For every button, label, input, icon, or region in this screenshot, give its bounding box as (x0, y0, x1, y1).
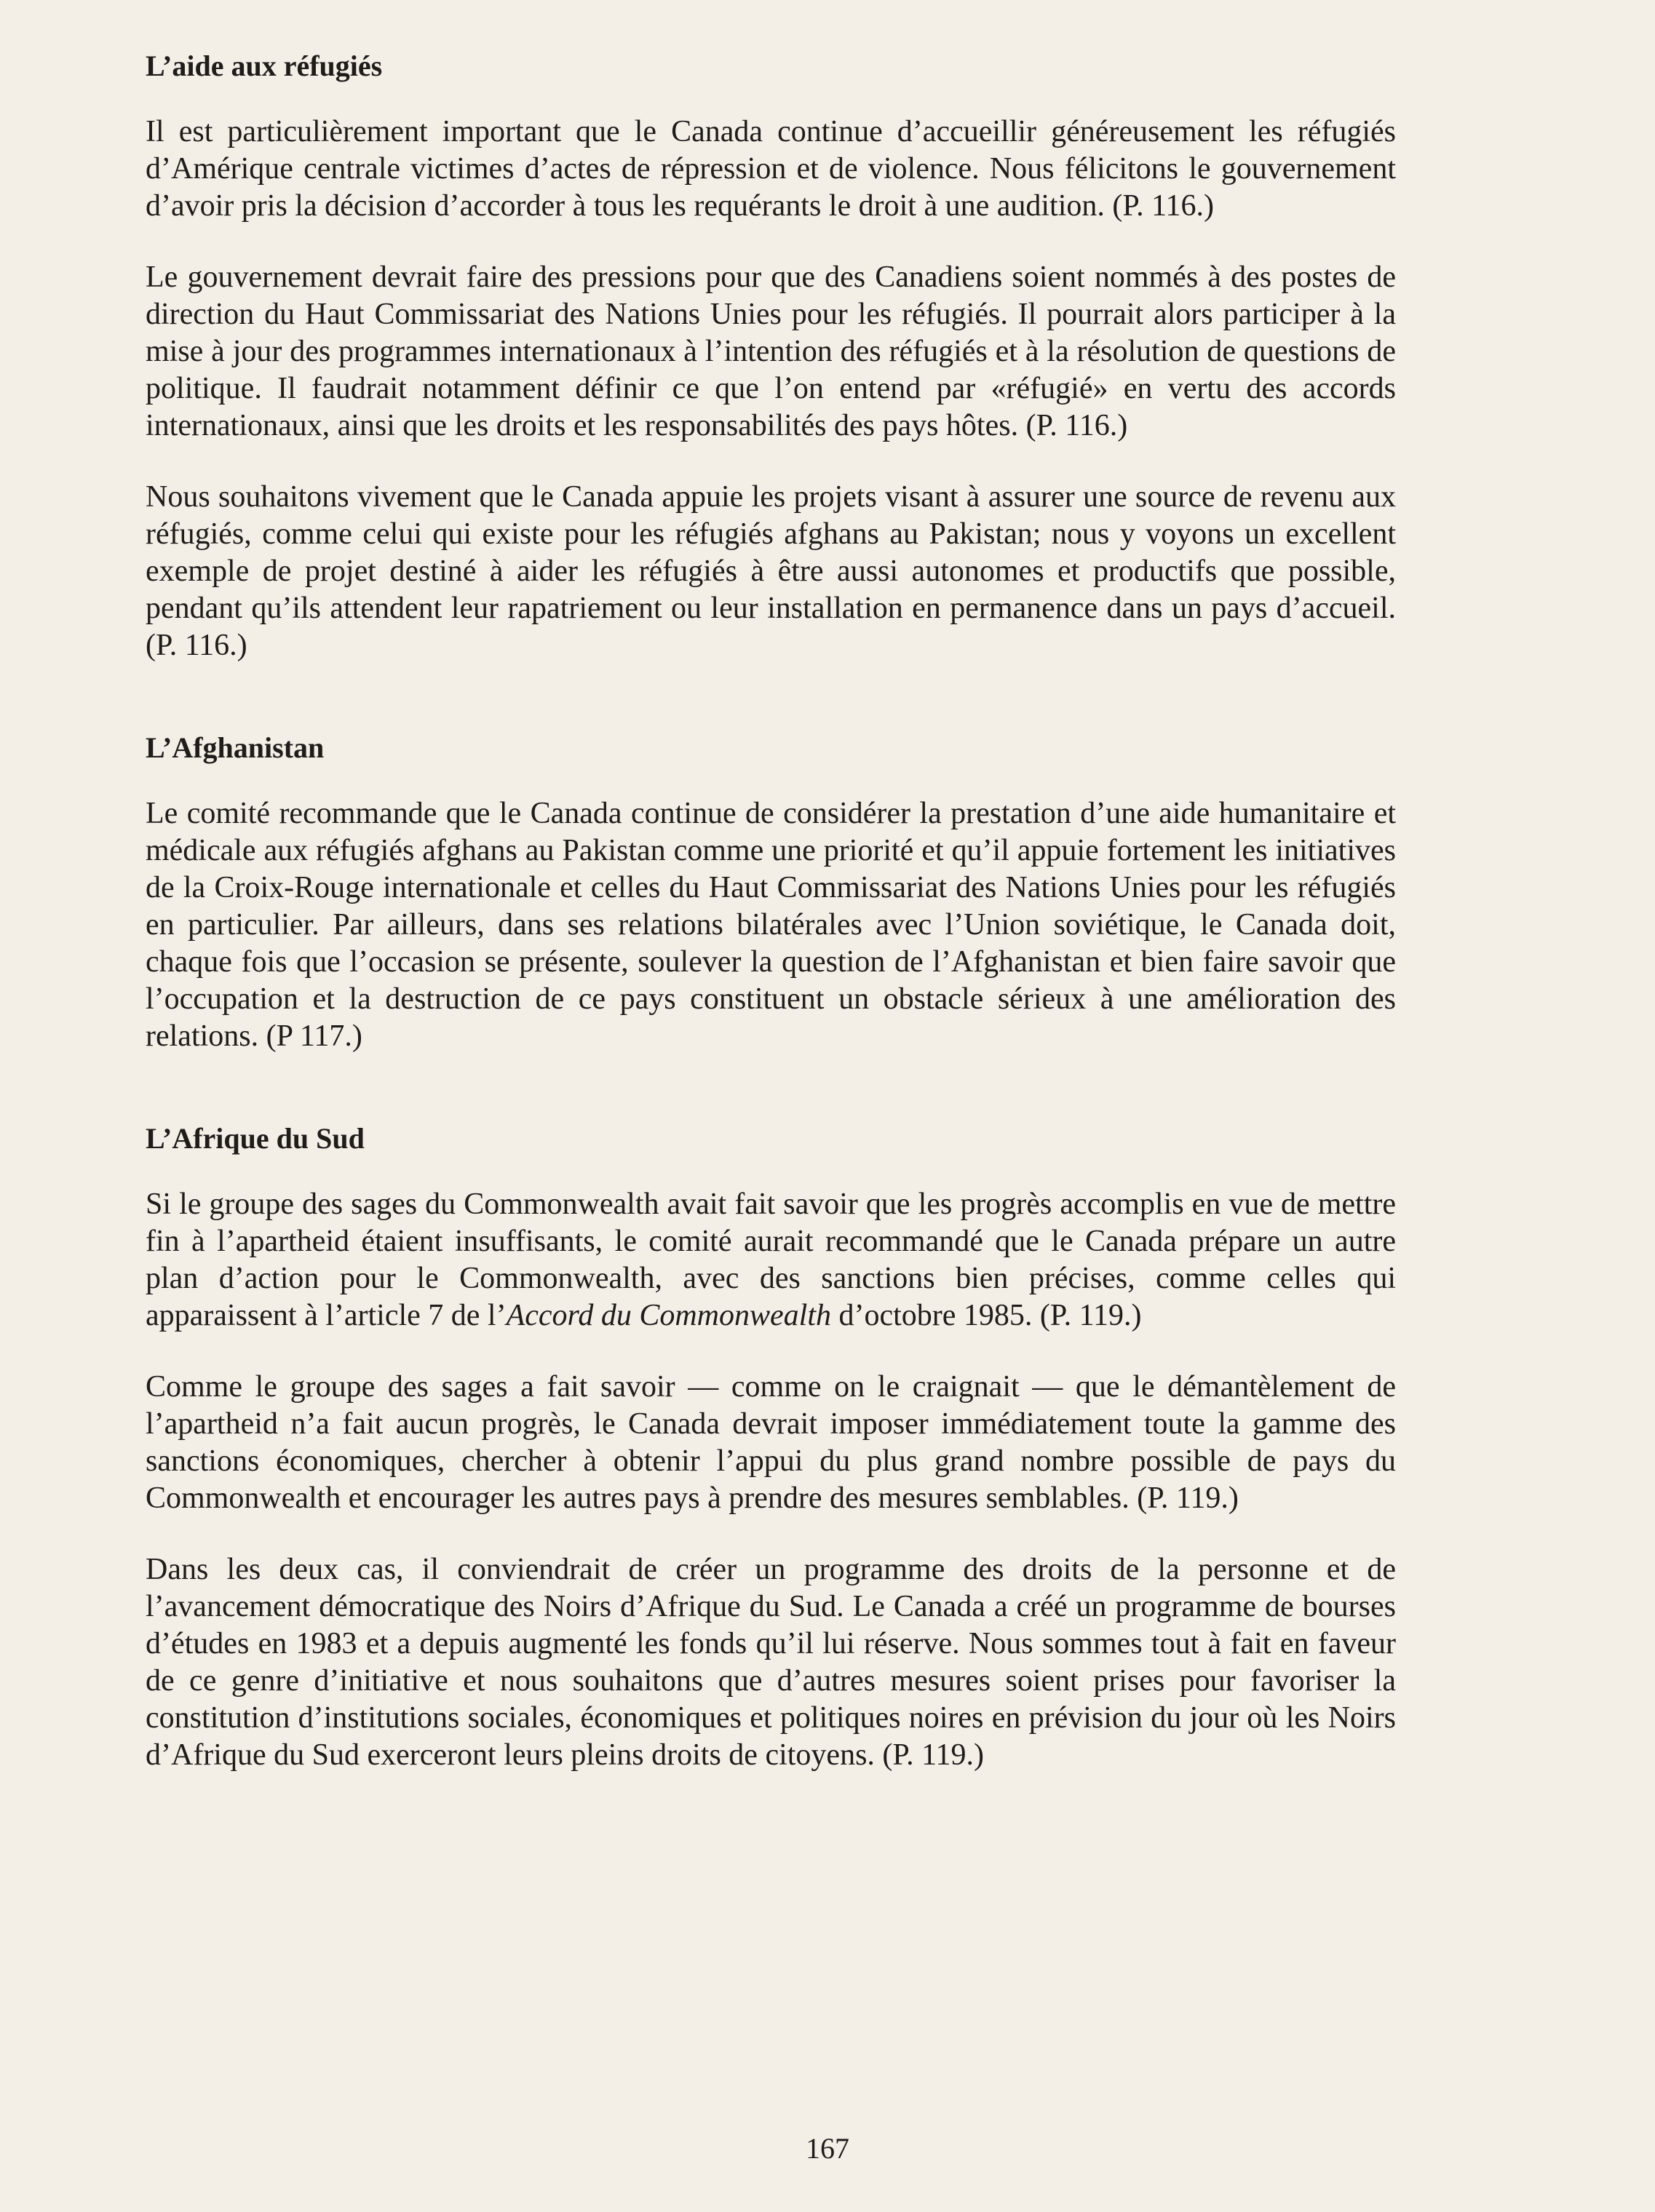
paragraph: Il est particulièrement important que le Canada continue d’accueillir généreusement les réfugiés d’Amérique centrale victimes d’actes de répression et de violence. Nous félicitons le gouvernement d’avoir pris la décision d’accorder à tous les requérants le droit à une audition. (P. 116.) (146, 115, 1396, 223)
paragraph-text: d’octobre 1985. (P. 119.) (831, 1299, 1142, 1332)
paragraph: Dans les deux cas, il conviendrait de créer un programme des droits de la personne et de l’avancement démocratique des Noirs d’Afrique du Sud. Le Canada a créé un programme de bourses d’études en 1983 et a depuis augmenté les fonds qu’il lui réserve. Nous sommes tout à fait en faveur de ce genre d’initiative et nous souhaitons que d’autres mesures soient prises pour favoriser la constitution d’institutions sociales, économiques et politiques noires en prévision du jour où les Noirs d’Afrique du Sud exerceront leurs pleins droits de citoyens. (P. 119.) (146, 1553, 1396, 1772)
page-body (146, 48, 1396, 1808)
paragraph: Le comité recommande que le Canada continue de considérer la prestation d’une aide humanitaire et médicale aux réfugiés afghans au Pakistan comme une priorité et qu’il appuie fortement les initiatives de la Croix-Rouge internationale et celles du Haut Commissariat des Nations Unies pour les réfugiés en particulier. Par ailleurs, dans ses relations bilatérales avec l’Union soviétique, le Canada doit, chaque fois que l’occasion se présente, soulever la question de l’Afghanistan et bien faire savoir que l’occupation et la destruction de ce pays constituent un obstacle sérieux à une amélioration des relations. (P 117.) (146, 797, 1396, 1053)
section-heading: L’Afrique du Sud (146, 1122, 365, 1155)
section-heading: L’aide aux réfugiés (146, 49, 383, 82)
paragraph (146, 1186, 1396, 1334)
section-heading: L’Afghanistan (146, 731, 325, 764)
section-afghanistan (146, 730, 1396, 1055)
paragraph-text: Si le groupe des sages du Commonwealth avait fait savoir que les progrès accomplis en vue de mettre fin à l’apartheid étaient insuffisants, le comité aurait recommandé que le Canada prépare un autre plan d’action pour le Commonwealth, avec des sanctions bien précises, comme celles qui apparaissent à l’article 7 de l’ (146, 1187, 1396, 1332)
paragraph: Le gouvernement devrait faire des pressions pour que des Canadiens soient nommés à des postes de direction du Haut Commissariat des Nations Unies pour les réfugiés. Il pourrait alors participer à la mise à jour des programmes internationaux à l’intention des réfugiés et à la résolution de questions de politique. Il faudrait notamment définir ce que l’on entend par «réfugié» en vertu des accords internationaux, ainsi que les droits et les responsabilités des pays hôtes. (P. 116.) (146, 260, 1396, 442)
paragraph: Nous souhaitons vivement que le Canada appuie les projets visant à assurer une source de revenu aux réfugiés, comme celui qui existe pour les réfugiés afghans au Pakistan; nous y voyons un excellent exemple de projet destiné à aider les réfugiés à être aussi autonomes et productifs que possible, pendant qu’ils attendent leur rapatriement ou leur installation en permanence dans un pays d’accueil. (P. 116.) (146, 480, 1396, 662)
page-number: 167 (806, 2132, 849, 2165)
section-south-africa (146, 1121, 1396, 1774)
accord-title: Accord du Commonwealth (506, 1299, 831, 1332)
section-refugees (146, 48, 1396, 664)
paragraph: Comme le groupe des sages a fait savoir — comme on le craignait — que le démantèlement de l’apartheid n’a fait aucun progrès, le Canada devrait imposer immédiatement toute la gamme des sanctions économiques, chercher à obtenir l’appui du plus grand nombre possible de pays du Commonwealth et encourager les autres pays à prendre des mesures semblables. (P. 119.) (146, 1370, 1396, 1515)
